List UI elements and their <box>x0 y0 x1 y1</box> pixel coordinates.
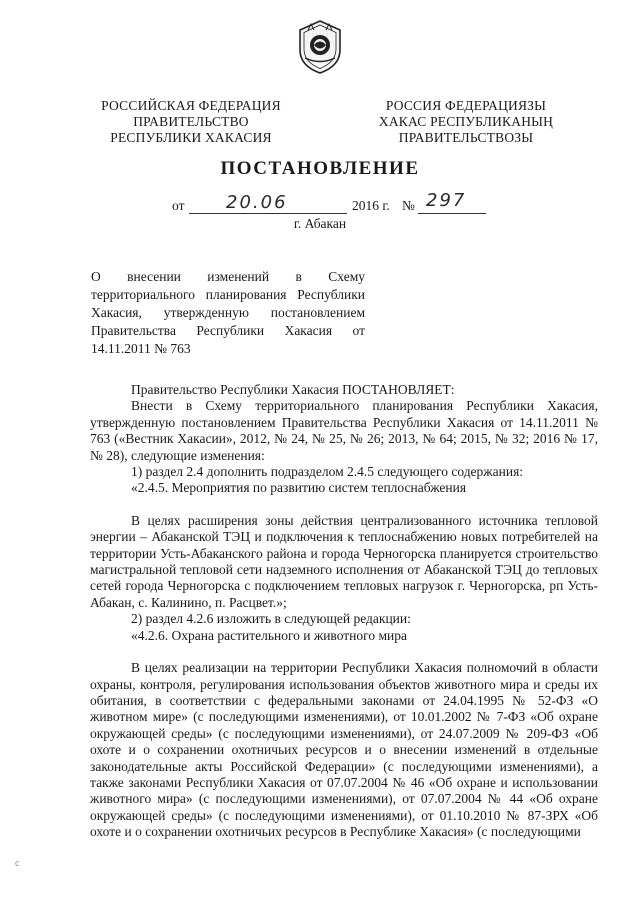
header-right-line-1: РОССИЯ ФЕДЕРАЦИЯЗЫ <box>385 98 547 113</box>
header-right-line-3: ПРАВИТЕЛЬСТВОЗЫ <box>398 130 534 145</box>
header-left-line-1: РОССИЙСКАЯ ФЕДЕРАЦИЯ <box>101 98 281 113</box>
handwritten-number: 297 <box>426 190 467 211</box>
document-title: ПОСТАНОВЛЕНИЕ <box>220 158 420 179</box>
body-paragraph-3: 1) раздел 2.4 дополнить подразделом 2.4.5 следующего содержания: <box>131 464 524 480</box>
coat-of-arms-icon <box>295 18 345 76</box>
number-underline <box>418 213 486 214</box>
body-paragraph-5: В целях расширения зоны действия централизованного источника тепловой энергии – Абаканской ТЭЦ и подключения к теплоснабжению новых потребителей на территории Усть-Абаканского района и города Черногорска планируется строительство магистральной тепловой сети надземного исполнения от Абаканской ТЭЦ до тепловых сетей города Черногорска с подключением тепловых нагрузок г. Черногорска, рп Усть-Абакан, с. Калинино, п. Расцвет.»; <box>90 512 598 610</box>
body-paragraph-2: Внести в Схему территориального планирования Республики Хакасия, утвержденную постановлением Правительства Республики Хакасия от 14.11.2011 № 763 («Вестник Хакасии», 2012, № 24, № 25, № 26; 2013, № 64; 2015, № 32; 2016 № 17, № 28), следующие изменения: <box>90 398 598 463</box>
document-subject: О внесении изменений в Схему территориального планирования Республики Хакасия, утвержденную постановлением Правительства Республики Хакасия от 14.11.2011 № 763 <box>91 269 365 356</box>
header-left-line-2: ПРАВИТЕЛЬСТВО <box>133 114 249 129</box>
header-left <box>86 98 296 146</box>
body-paragraph-7: «4.2.6. Охрана растительного и животного мира <box>131 627 407 643</box>
handwritten-date: 20.06 <box>226 192 288 213</box>
date-number-line <box>172 190 502 218</box>
from-label: от <box>172 198 185 213</box>
body-paragraph-6: 2) раздел 4.2.6 изложить в следующей редакции: <box>131 611 411 627</box>
body-paragraph-8: В целях реализации на территории Республики Хакасия полномочий в области охраны, контроля, регулирования использования объектов животного мира и среды их обитания, в соответствии с федеральными законами от 24.04.1995 № 52-ФЗ «О животном мире» (с последующими изменениями), от 10.01.2002 № 7-ФЗ «Об охране окружающей среды» (с последующими изменениями), от 24.07.2009 № 209-ФЗ «Об охоте и о сохранении охотничьих ресурсов и о внесении изменений в отдельные законодательные акты Российской Федерации» (с последующими изменениями), а также законами Республики Хакасия от 07.07.2004 № 46 «Об охране и использовании животного мира» (с последующими изменениями), от 07.07.2004 № 44 «Об охране окружающей среды» (с последующими изменениями), от 01.10.2010 № 87-ЗРХ «Об охоте и о сохранении охотничьих ресурсов в Республике Хакасия» (с последующими <box>90 660 598 840</box>
body-paragraph-1: Правительство Республики Хакасия ПОСТАНОВЛЯЕТ: <box>131 382 455 397</box>
city-name: г. Абакан <box>293 216 347 231</box>
header-right-line-2: ХАКАС РЕСПУБЛИКАНЫҢ <box>378 114 554 129</box>
date-underline <box>189 213 347 214</box>
year-text: 2016 г. <box>352 198 390 213</box>
document-body <box>90 382 598 841</box>
header-left-line-3: РЕСПУБЛИКИ ХАКАСИЯ <box>110 130 272 145</box>
margin-mark: с <box>15 858 20 869</box>
header-right <box>366 98 566 146</box>
number-label: № <box>402 198 415 213</box>
body-paragraph-4: «2.4.5. Мероприятия по развитию систем теплоснабжения <box>131 480 467 496</box>
